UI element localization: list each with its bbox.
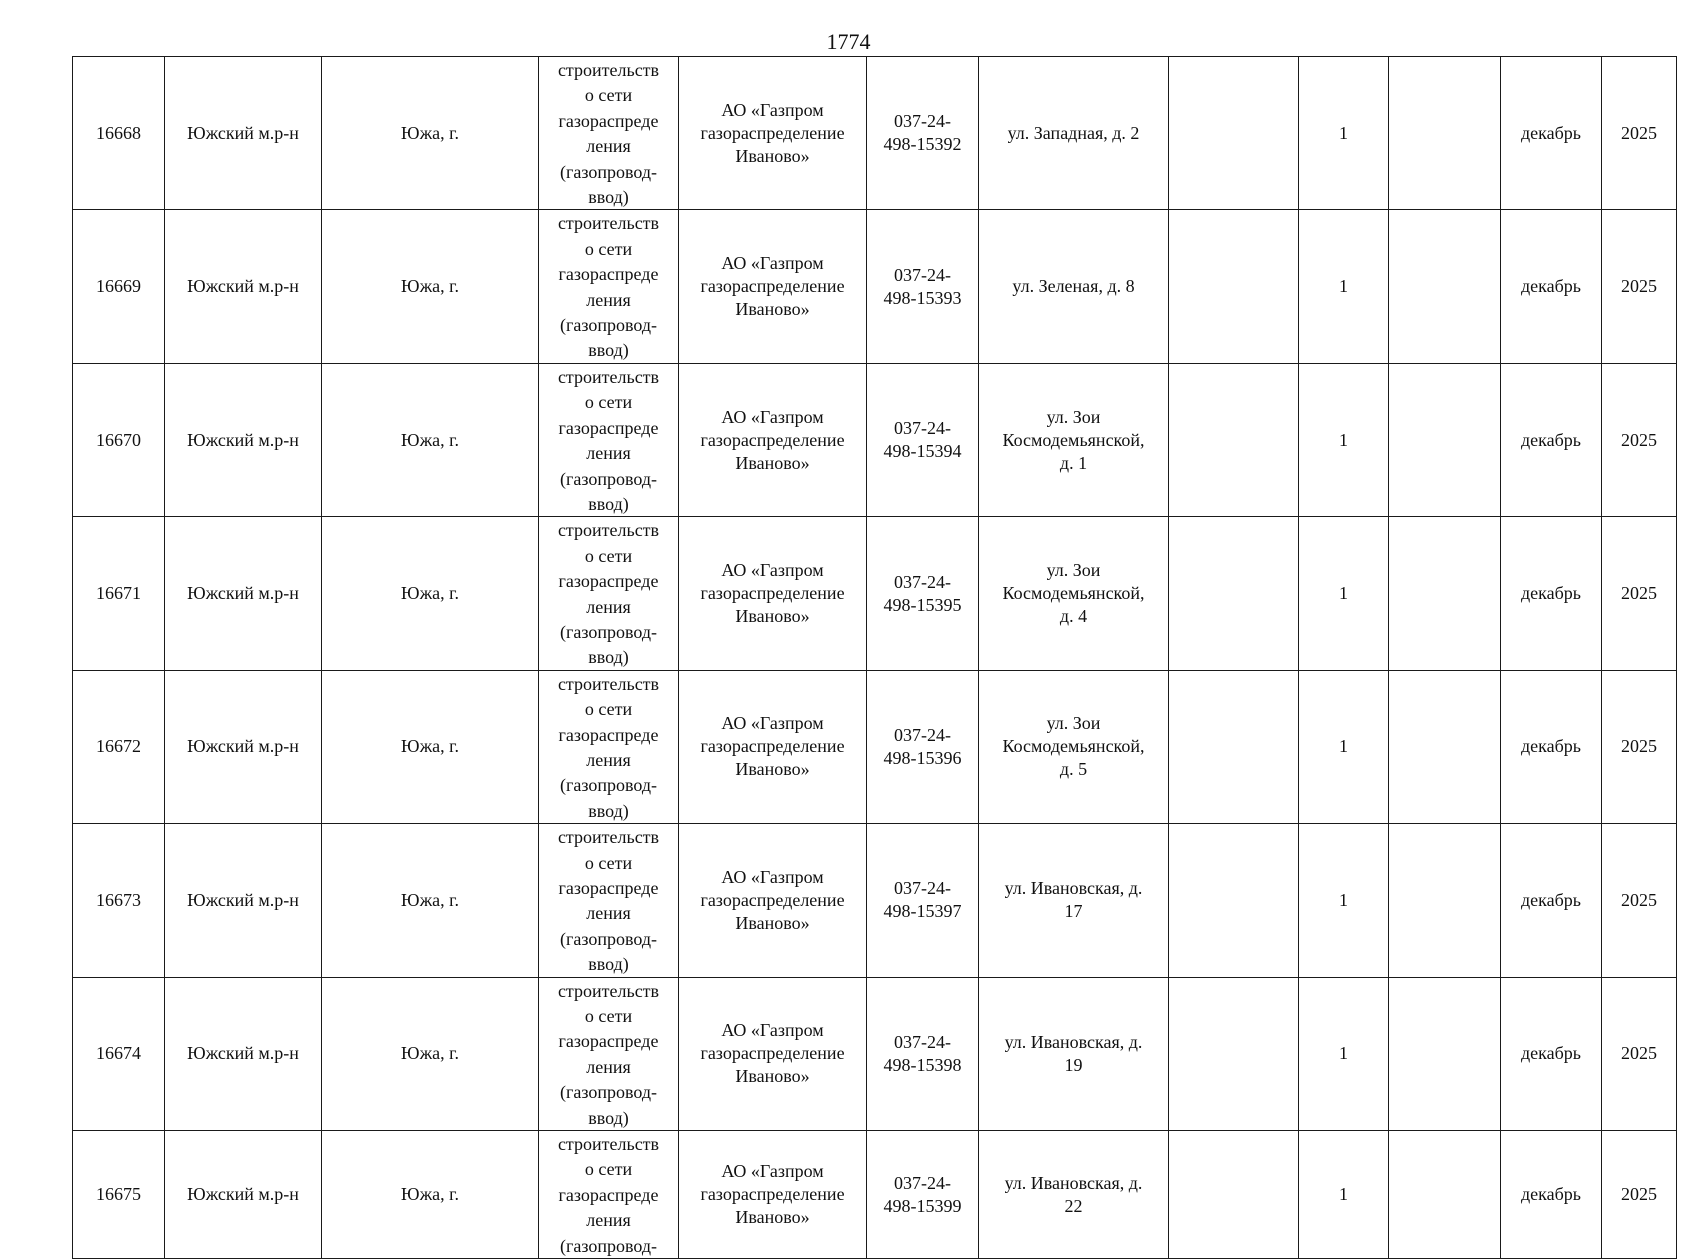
- work-type-cell-line: ления: [586, 1056, 631, 1077]
- row-id-cell: 16669: [73, 210, 165, 363]
- month-cell: декабрь: [1501, 824, 1602, 977]
- organization-cell-line: газораспределение: [700, 276, 845, 297]
- blank-cell: [1389, 363, 1501, 516]
- city-cell: Южа, г.: [322, 57, 539, 210]
- work-type-cell-line: ления: [586, 289, 631, 310]
- table-body: [73, 57, 1677, 1259]
- organization-cell-line: АО «Газпром: [721, 406, 824, 427]
- organization-cell-line: газораспределение: [700, 583, 845, 604]
- quantity-cell: 1: [1299, 517, 1389, 670]
- work-type-cell-line: газораспреде: [558, 110, 659, 131]
- row-id-cell: 16673: [73, 824, 165, 977]
- table-row: [73, 210, 1677, 363]
- address-cell: [979, 57, 1169, 210]
- row-id-cell: 16668: [73, 57, 165, 210]
- city-cell: Южа, г.: [322, 517, 539, 670]
- object-code-cell: [867, 210, 979, 363]
- blank-cell: [1389, 517, 1501, 670]
- district-cell: Южский м.р-н: [165, 977, 322, 1130]
- address-cell: [979, 517, 1169, 670]
- work-type-cell: [539, 1131, 679, 1259]
- address-cell: [979, 210, 1169, 363]
- table-row: [73, 1131, 1677, 1259]
- work-type-cell-line: ления: [586, 903, 631, 924]
- district-cell: Южский м.р-н: [165, 517, 322, 670]
- organization-cell-line: АО «Газпром: [721, 713, 824, 734]
- object-code-cell: [867, 517, 979, 670]
- organization-cell: [679, 517, 867, 670]
- district-cell: Южский м.р-н: [165, 210, 322, 363]
- city-cell: Южа, г.: [322, 824, 539, 977]
- year-cell: 2025: [1602, 517, 1677, 670]
- year-cell: 2025: [1602, 1131, 1677, 1259]
- work-type-cell-line: строительств: [557, 60, 660, 80]
- organization-cell-line: газораспределение: [700, 889, 845, 910]
- table-row: [73, 517, 1677, 670]
- city-cell: Южа, г.: [322, 670, 539, 823]
- address-cell: [979, 977, 1169, 1130]
- organization-cell: [679, 1131, 867, 1259]
- work-type-cell-line: о сети: [584, 85, 633, 106]
- organization-cell: [679, 57, 867, 210]
- work-type-cell-line: строительств: [557, 1134, 660, 1155]
- blank-cell: [1169, 363, 1299, 516]
- organization-cell-line: АО «Газпром: [721, 1161, 824, 1182]
- work-type-cell: [539, 57, 679, 210]
- work-type-cell-line: ввод): [588, 187, 629, 208]
- address-cell: [979, 670, 1169, 823]
- work-type-cell: [539, 517, 679, 670]
- work-type-cell-line: газораспреде: [558, 724, 659, 745]
- work-type-cell-line: ления: [586, 443, 631, 464]
- work-type-cell-line: газораспреде: [558, 878, 659, 898]
- address-cell-line: ул. Ивановская, д.: [1004, 878, 1143, 899]
- organization-cell-line: газораспределение: [700, 1184, 845, 1205]
- blank-cell: [1389, 57, 1501, 210]
- blank-cell: [1389, 824, 1501, 977]
- address-cell: [979, 824, 1169, 977]
- address-cell-line: ул. Зои: [1046, 560, 1101, 581]
- work-type-cell: [539, 824, 679, 977]
- address-cell-line: 19: [1064, 1054, 1083, 1075]
- organization-cell: [679, 670, 867, 823]
- month-cell: декабрь: [1501, 57, 1602, 210]
- work-type-cell-line: ввод): [588, 647, 629, 668]
- work-type-cell-line: ления: [586, 749, 631, 770]
- district-cell: Южский м.р-н: [165, 824, 322, 977]
- work-type-cell-line: газораспреде: [558, 571, 659, 592]
- year-cell: 2025: [1602, 210, 1677, 363]
- row-id-cell: 16672: [73, 670, 165, 823]
- address-cell-line: Космодемьянской,: [1002, 429, 1145, 450]
- work-type-cell-line: строительств: [557, 366, 660, 387]
- organization-cell-line: газораспределение: [700, 736, 845, 757]
- organization-cell-line: Иваново»: [735, 759, 810, 780]
- year-cell: 2025: [1602, 670, 1677, 823]
- object-code-cell-line: 037-24-: [894, 878, 951, 899]
- organization-cell-line: Иваново»: [735, 1207, 810, 1228]
- quantity-cell: 1: [1299, 210, 1389, 363]
- month-cell: декабрь: [1501, 1131, 1602, 1259]
- work-type-cell-line: ввод): [588, 340, 629, 361]
- address-cell-line: 17: [1064, 901, 1083, 922]
- work-type-cell: [539, 977, 679, 1130]
- organization-cell-line: газораспределение: [700, 429, 845, 450]
- work-type-cell-line: о сети: [584, 1159, 633, 1180]
- object-code-cell: [867, 363, 979, 516]
- organization-cell: [679, 977, 867, 1130]
- row-id-cell: 16674: [73, 977, 165, 1130]
- object-code-cell-line: 498-15393: [883, 287, 962, 308]
- month-cell: декабрь: [1501, 363, 1602, 516]
- month-cell: декабрь: [1501, 977, 1602, 1130]
- district-cell: Южский м.р-н: [165, 1131, 322, 1259]
- page-number: 1774: [826, 29, 871, 54]
- organization-cell-line: АО «Газпром: [721, 253, 824, 274]
- city-cell: Южа, г.: [322, 210, 539, 363]
- month-cell: декабрь: [1501, 670, 1602, 823]
- work-type-cell-line: о сети: [584, 238, 633, 259]
- work-type-cell-line: строительств: [557, 213, 660, 234]
- object-code-cell-line: 498-15399: [883, 1195, 962, 1216]
- month-cell: декабрь: [1501, 210, 1602, 363]
- work-type-cell-line: ления: [586, 596, 631, 617]
- work-type-cell-line: (газопровод-: [559, 468, 657, 489]
- work-type-cell-line: (газопровод-: [559, 315, 657, 336]
- register-table: [72, 56, 1677, 1259]
- quantity-cell: 1: [1299, 977, 1389, 1130]
- work-type-cell-line: строительств: [557, 673, 660, 694]
- organization-cell-line: газораспределение: [700, 1043, 845, 1064]
- blank-cell: [1169, 824, 1299, 977]
- quantity-cell: 1: [1299, 363, 1389, 516]
- district-cell: Южский м.р-н: [165, 363, 322, 516]
- work-type-cell-line: о сети: [584, 1006, 633, 1027]
- object-code-cell-line: 037-24-: [894, 264, 951, 285]
- work-type-cell-line: о сети: [584, 852, 633, 873]
- work-type-cell-line: (газопровод-: [559, 1082, 657, 1103]
- object-code-cell-line: 498-15398: [883, 1054, 962, 1075]
- work-type-cell-line: о сети: [584, 545, 633, 566]
- quantity-cell: 1: [1299, 824, 1389, 977]
- table-row: [73, 824, 1677, 977]
- address-cell-line: ул. Ивановская, д.: [1004, 1031, 1143, 1052]
- address-cell-line: ул. Ивановская, д.: [1004, 1172, 1143, 1193]
- table-row: [73, 977, 1677, 1130]
- organization-cell-line: Иваново»: [735, 299, 810, 320]
- object-code-cell-line: 037-24-: [894, 724, 951, 745]
- object-code-cell-line: 498-15392: [883, 134, 962, 155]
- object-code-cell-line: 037-24-: [894, 111, 951, 132]
- organization-cell: [679, 363, 867, 516]
- organization-cell-line: Иваново»: [735, 1066, 810, 1087]
- address-cell: [979, 1131, 1169, 1259]
- organization-cell-line: Иваново»: [735, 145, 810, 166]
- month-cell: декабрь: [1501, 517, 1602, 670]
- organization-cell: [679, 210, 867, 363]
- object-code-cell-line: 498-15396: [883, 747, 962, 768]
- work-type-cell-line: газораспреде: [558, 1031, 659, 1052]
- district-cell: Южский м.р-н: [165, 670, 322, 823]
- organization-cell-line: Иваново»: [735, 452, 810, 473]
- work-type-cell-line: (газопровод-: [559, 161, 657, 182]
- blank-cell: [1169, 977, 1299, 1130]
- organization-cell-line: АО «Газпром: [721, 560, 824, 581]
- work-type-cell-line: ления: [586, 1210, 631, 1231]
- work-type-cell-line: ввод): [588, 954, 629, 975]
- organization-cell-line: Иваново»: [735, 912, 810, 933]
- work-type-cell-line: (газопровод-: [559, 1235, 657, 1256]
- address-cell-line: 22: [1064, 1195, 1083, 1216]
- object-code-cell-line: 037-24-: [894, 571, 951, 592]
- blank-cell: [1389, 1131, 1501, 1259]
- work-type-cell-line: (газопровод-: [559, 928, 657, 949]
- work-type-cell-line: газораспреде: [558, 417, 659, 438]
- work-type-cell-line: газораспреде: [558, 1184, 659, 1205]
- city-cell: Южа, г.: [322, 363, 539, 516]
- work-type-cell-line: (газопровод-: [559, 621, 657, 642]
- organization-cell-line: АО «Газпром: [721, 99, 824, 120]
- work-type-cell-line: ввод): [588, 1107, 629, 1128]
- object-code-cell-line: 498-15395: [883, 594, 962, 615]
- object-code-cell-line: 037-24-: [894, 1172, 951, 1193]
- year-cell: 2025: [1602, 824, 1677, 977]
- address-cell-line: ул. Западная, д. 2: [1007, 122, 1140, 143]
- blank-cell: [1169, 1131, 1299, 1259]
- quantity-cell: 1: [1299, 57, 1389, 210]
- city-cell: Южа, г.: [322, 1131, 539, 1259]
- table-row: [73, 670, 1677, 823]
- object-code-cell: [867, 57, 979, 210]
- organization-cell-line: АО «Газпром: [721, 1020, 824, 1041]
- work-type-cell: [539, 670, 679, 823]
- work-type-cell-line: газораспреде: [558, 264, 659, 285]
- work-type-cell-line: ввод): [588, 493, 629, 514]
- work-type-cell: [539, 363, 679, 516]
- work-type-cell-line: строительств: [557, 980, 660, 1001]
- organization-cell-line: Иваново»: [735, 606, 810, 627]
- quantity-cell: 1: [1299, 670, 1389, 823]
- object-code-cell-line: 037-24-: [894, 418, 951, 439]
- city-cell: Южа, г.: [322, 977, 539, 1130]
- year-cell: 2025: [1602, 57, 1677, 210]
- object-code-cell-line: 498-15397: [883, 901, 962, 922]
- organization-cell-line: АО «Газпром: [721, 866, 824, 887]
- district-cell: Южский м.р-н: [165, 57, 322, 210]
- address-cell-line: Космодемьянской,: [1002, 583, 1145, 604]
- blank-cell: [1389, 670, 1501, 823]
- address-cell-line: ул. Зои: [1046, 406, 1101, 427]
- work-type-cell-line: ления: [586, 136, 631, 157]
- address-cell-line: Космодемьянской,: [1002, 736, 1145, 757]
- row-id-cell: 16675: [73, 1131, 165, 1259]
- address-cell-line: ул. Зеленая, д. 8: [1012, 276, 1135, 297]
- object-code-cell-line: 037-24-: [894, 1031, 951, 1052]
- table-row: [73, 57, 1677, 210]
- work-type-cell-line: ввод): [588, 800, 629, 821]
- blank-cell: [1169, 517, 1299, 670]
- object-code-cell: [867, 824, 979, 977]
- blank-cell: [1169, 57, 1299, 210]
- work-type-cell-line: строительств: [557, 520, 660, 541]
- object-code-cell-line: 498-15394: [883, 441, 962, 462]
- work-type-cell: [539, 210, 679, 363]
- address-cell: [979, 363, 1169, 516]
- blank-cell: [1169, 210, 1299, 363]
- address-cell-line: ул. Зои: [1046, 713, 1101, 734]
- organization-cell-line: газораспределение: [700, 122, 845, 143]
- quantity-cell: 1: [1299, 1131, 1389, 1259]
- address-cell-line: д. 4: [1059, 606, 1088, 627]
- organization-cell: [679, 824, 867, 977]
- table-row: [73, 363, 1677, 516]
- blank-cell: [1389, 210, 1501, 363]
- object-code-cell: [867, 977, 979, 1130]
- work-type-cell-line: о сети: [584, 392, 633, 413]
- work-type-cell-line: (газопровод-: [559, 775, 657, 796]
- row-id-cell: 16670: [73, 363, 165, 516]
- object-code-cell: [867, 1131, 979, 1259]
- year-cell: 2025: [1602, 977, 1677, 1130]
- row-id-cell: 16671: [73, 517, 165, 670]
- year-cell: 2025: [1602, 363, 1677, 516]
- blank-cell: [1169, 670, 1299, 823]
- address-cell-line: д. 5: [1059, 759, 1088, 780]
- address-cell-line: д. 1: [1059, 452, 1088, 473]
- object-code-cell: [867, 670, 979, 823]
- work-type-cell-line: о сети: [584, 699, 633, 720]
- blank-cell: [1389, 977, 1501, 1130]
- work-type-cell-line: строительств: [557, 827, 660, 848]
